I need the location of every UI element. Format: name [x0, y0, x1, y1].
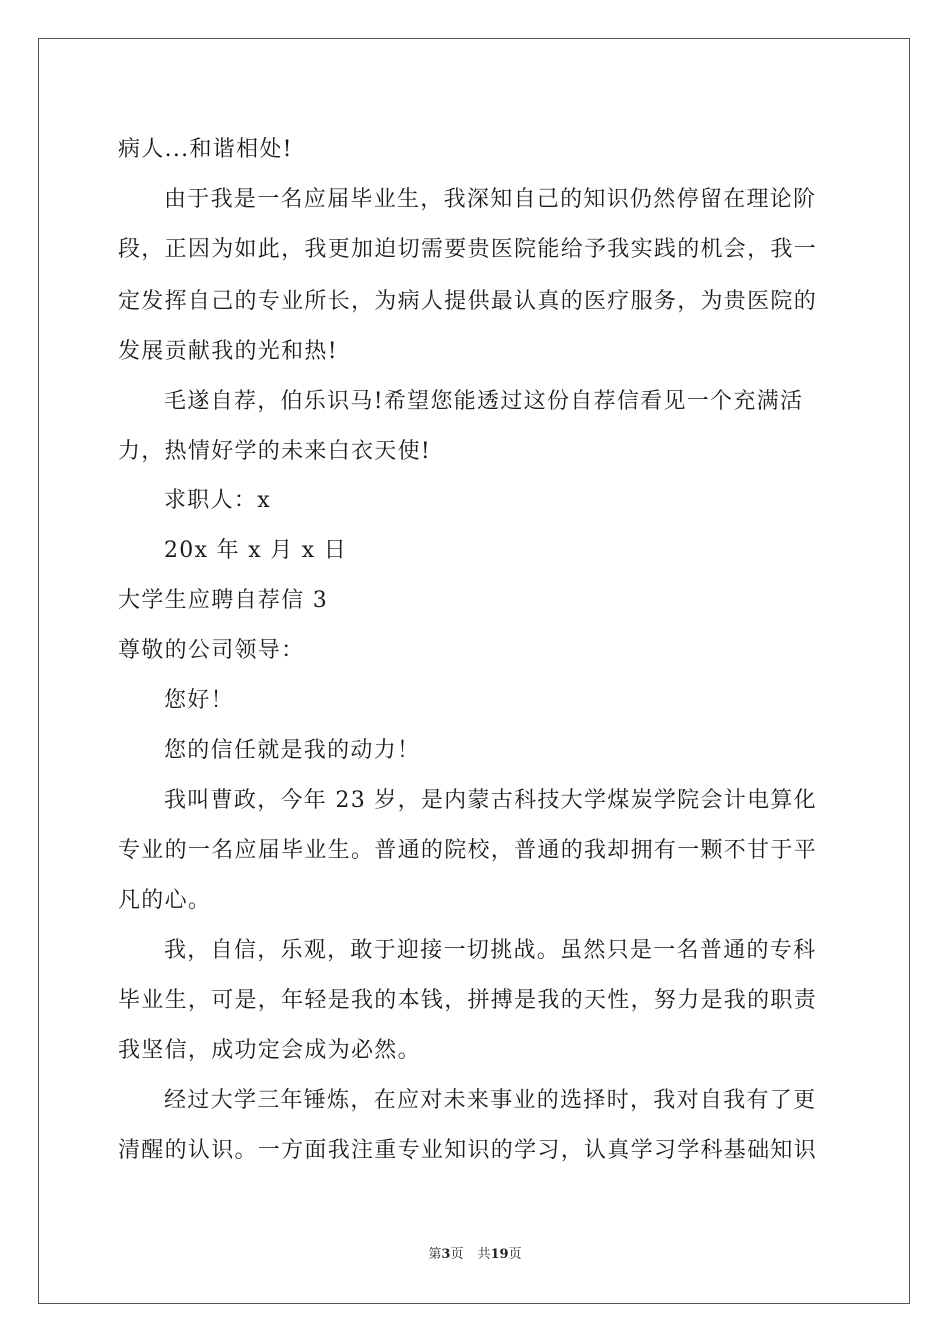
paragraph-line: 由于我是一名应届毕业生，我深知自己的知识仍然停留在理论阶 — [164, 187, 817, 212]
salutation: 尊敬的公司领导： — [118, 638, 305, 663]
paragraph-line: 经过大学三年锤炼，在应对未来事业的选择时，我对自我有了更 — [164, 1088, 817, 1113]
paragraph-line: 您的信任就是我的动力！ — [164, 738, 421, 763]
page-total-suffix: 页 — [508, 1247, 522, 1262]
signature-line: 求职人：x — [164, 488, 271, 513]
text-line: 病人...和谐相处! — [118, 137, 293, 162]
paragraph-line: 我叫曹政，今年 23 岁，是内蒙古科技大学煤炭学院会计电算化 — [164, 788, 817, 813]
page-number-prefix: 第 — [428, 1247, 442, 1262]
text-line: 发展贡献我的光和热! — [118, 339, 338, 364]
page-total-prefix: 共 — [477, 1247, 491, 1262]
page-number-current: 3 — [441, 1247, 451, 1262]
paragraph-line: 我，自信，乐观，敢于迎接一切挑战。虽然只是一名普通的专科 — [164, 938, 817, 963]
text-line: 段，正因为如此，我更加迫切需要贵医院能给予我实践的机会，我一 — [118, 237, 818, 262]
paragraph-line: 毛遂自荐，伯乐识马!希望您能透过这份自荐信看见一个充满活 — [164, 389, 804, 414]
page-footer — [0, 1246, 950, 1264]
text-line: 清醒的认识。一方面我注重专业知识的学习，认真学习学科基础知识 — [118, 1138, 818, 1163]
text-line: 毕业生，可是，年轻是我的本钱，拼搏是我的天性，努力是我的职责 — [118, 988, 818, 1013]
text-line: 力，热情好学的未来白衣天使! — [118, 439, 432, 464]
page-number-suffix: 页 — [450, 1247, 464, 1262]
text-line: 专业的一名应届毕业生。普通的院校，普通的我却拥有一颗不甘于平 — [118, 838, 818, 863]
section-title: 大学生应聘自荐信 3 — [118, 588, 328, 613]
text-line: 凡的心。 — [118, 888, 212, 913]
text-line: 我坚信，成功定会成为必然。 — [118, 1038, 421, 1063]
page-number-total: 19 — [490, 1247, 509, 1262]
date-line: 20x 年 x 月 x 日 — [164, 538, 348, 563]
text-line: 定发挥自己的专业所长，为病人提供最认真的医疗服务，为贵医院的 — [118, 289, 818, 314]
greeting: 您好！ — [164, 688, 234, 713]
